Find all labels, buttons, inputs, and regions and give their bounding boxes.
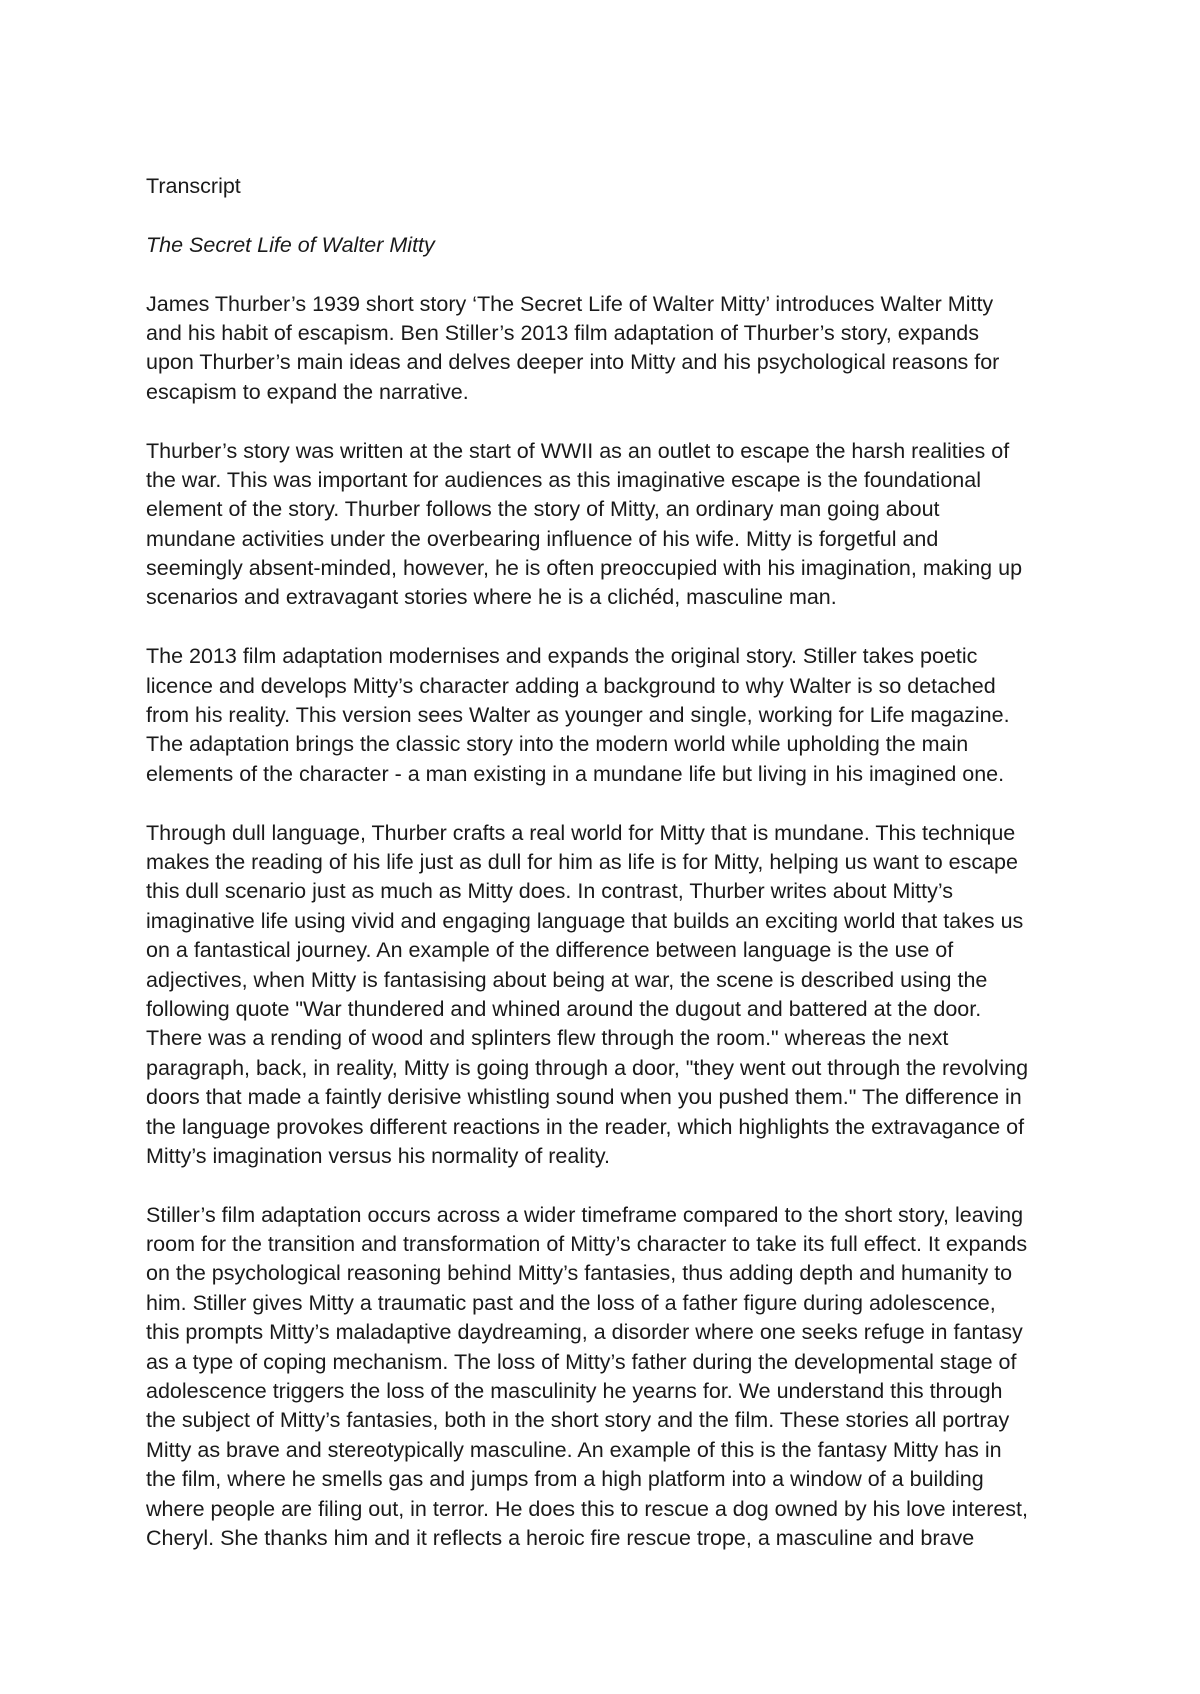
paragraph-line: elements of the character - a man existing in a mundane life but living in his imagined one. <box>146 761 1005 786</box>
paragraph-line: The 2013 film adaptation modernises and expands the original story. Stiller takes poetic <box>146 644 978 669</box>
paragraph-line: seemingly absent-minded, however, he is often preoccupied with his imagination, making up <box>146 556 1023 581</box>
spacer <box>146 789 1076 818</box>
paragraph-line: following quote "War thundered and whined around the dugout and battered at the door. <box>146 996 982 1021</box>
paragraph-line: and his habit of escapism. Ben Stiller’s 2013 film adaptation of Thurber’s story, expands <box>146 320 979 345</box>
paragraph-line: doors that made a faintly derisive whistling sound when you pushed them." The difference in <box>146 1085 1022 1110</box>
paragraph-line: from his reality. This version sees Walter as younger and single, working for Life magazine. <box>146 703 1010 728</box>
paragraph <box>146 437 1076 613</box>
paragraph-line: the war. This was important for audiences as this imaginative escape is the foundational <box>146 467 981 492</box>
paragraphs-container <box>146 290 1076 1554</box>
paragraph-line: the film, where he smells gas and jumps from a high platform into a window of a building <box>146 1467 984 1492</box>
document-title: The Secret Life of Walter Mitty <box>146 232 435 257</box>
paragraph-line: Cheryl. She thanks him and it reflects a heroic fire rescue trope, a masculine and brave <box>146 1525 975 1550</box>
paragraph-line: There was a rending of wood and splinters flew through the room." whereas the next <box>146 1026 949 1051</box>
paragraph-line: element of the story. Thurber follows the story of Mitty, an ordinary man going about <box>146 497 940 522</box>
paragraph-line: scenarios and extravagant stories where he is a clichéd, masculine man. <box>146 585 837 610</box>
spacer <box>146 1171 1076 1200</box>
paragraph-line: where people are filing out, in terror. He does this to rescue a dog owned by his love interest, <box>146 1496 1029 1521</box>
document-body <box>146 172 1076 1553</box>
paragraph-line: James Thurber’s 1939 short story ‘The Secret Life of Walter Mitty’ introduces Walter Mitty <box>146 291 994 316</box>
paragraph-line: makes the reading of his life just as dull for him as life is for Mitty, helping us want to escape <box>146 849 1018 874</box>
paragraph-line: Mitty as brave and stereotypically masculine. An example of this is the fantasy Mitty has in <box>146 1437 1002 1462</box>
paragraph-line: on a fantastical journey. An example of the difference between language is the use of <box>146 938 954 963</box>
paragraph-line: him. Stiller gives Mitty a traumatic past and the loss of a father figure during adolescence, <box>146 1290 996 1315</box>
paragraph-line: adjectives, when Mitty is fantasising about being at war, the scene is described using the <box>146 967 988 992</box>
paragraph-line: this prompts Mitty’s maladaptive daydreaming, a disorder where one seeks refuge in fantasy <box>146 1320 1023 1345</box>
paragraph-line: The adaptation brings the classic story into the modern world while upholding the main <box>146 732 969 757</box>
spacer <box>146 407 1076 436</box>
paragraph-line: mundane activities under the overbearing influence of his wife. Mitty is forgetful and <box>146 526 939 551</box>
paragraph-line: adolescence triggers the loss of the masculinity he yearns for. We understand this through <box>146 1379 1003 1404</box>
paragraph-line: the subject of Mitty’s fantasies, both in the short story and the film. These stories all portray <box>146 1408 1010 1433</box>
paragraph <box>146 290 1076 408</box>
spacer <box>146 613 1076 642</box>
paragraph <box>146 642 1076 789</box>
paragraph-line: escapism to expand the narrative. <box>146 379 469 404</box>
paragraph <box>146 819 1076 1172</box>
spacer <box>146 201 1076 230</box>
paragraph-line: as a type of coping mechanism. The loss of Mitty’s father during the developmental stage of <box>146 1349 1017 1374</box>
paragraph-line: Through dull language, Thurber crafts a real world for Mitty that is mundane. This technique <box>146 820 1016 845</box>
paragraph <box>146 1201 1076 1554</box>
paragraph-line: this dull scenario just as much as Mitty does. In contrast, Thurber writes about Mitty’s <box>146 879 953 904</box>
paragraph-line: licence and develops Mitty’s character adding a background to why Walter is so detached <box>146 673 996 698</box>
paragraph-line: Mitty’s imagination versus his normality of reality. <box>146 1143 611 1168</box>
document-heading: Transcript <box>146 174 241 198</box>
paragraph-line: imaginative life using vivid and engaging language that builds an exciting world that takes us <box>146 908 1024 933</box>
spacer <box>146 260 1076 289</box>
paragraph-line: paragraph, back, in reality, Mitty is going through a door, "they went out through the revolving <box>146 1055 1029 1080</box>
paragraph-line: room for the transition and transformation of Mitty’s character to take its full effect. It expands <box>146 1232 1028 1257</box>
paragraph-line: Stiller’s film adaptation occurs across a wider timeframe compared to the short story, leaving <box>146 1202 1024 1227</box>
paragraph-line: Thurber’s story was written at the start of WWII as an outlet to escape the harsh realities of <box>146 438 1010 463</box>
paragraph-line: upon Thurber’s main ideas and delves deeper into Mitty and his psychological reasons for <box>146 350 1000 375</box>
paragraph-line: the language provokes different reactions in the reader, which highlights the extravagance of <box>146 1114 1025 1139</box>
paragraph-line: on the psychological reasoning behind Mitty’s fantasies, thus adding depth and humanity to <box>146 1261 1013 1286</box>
